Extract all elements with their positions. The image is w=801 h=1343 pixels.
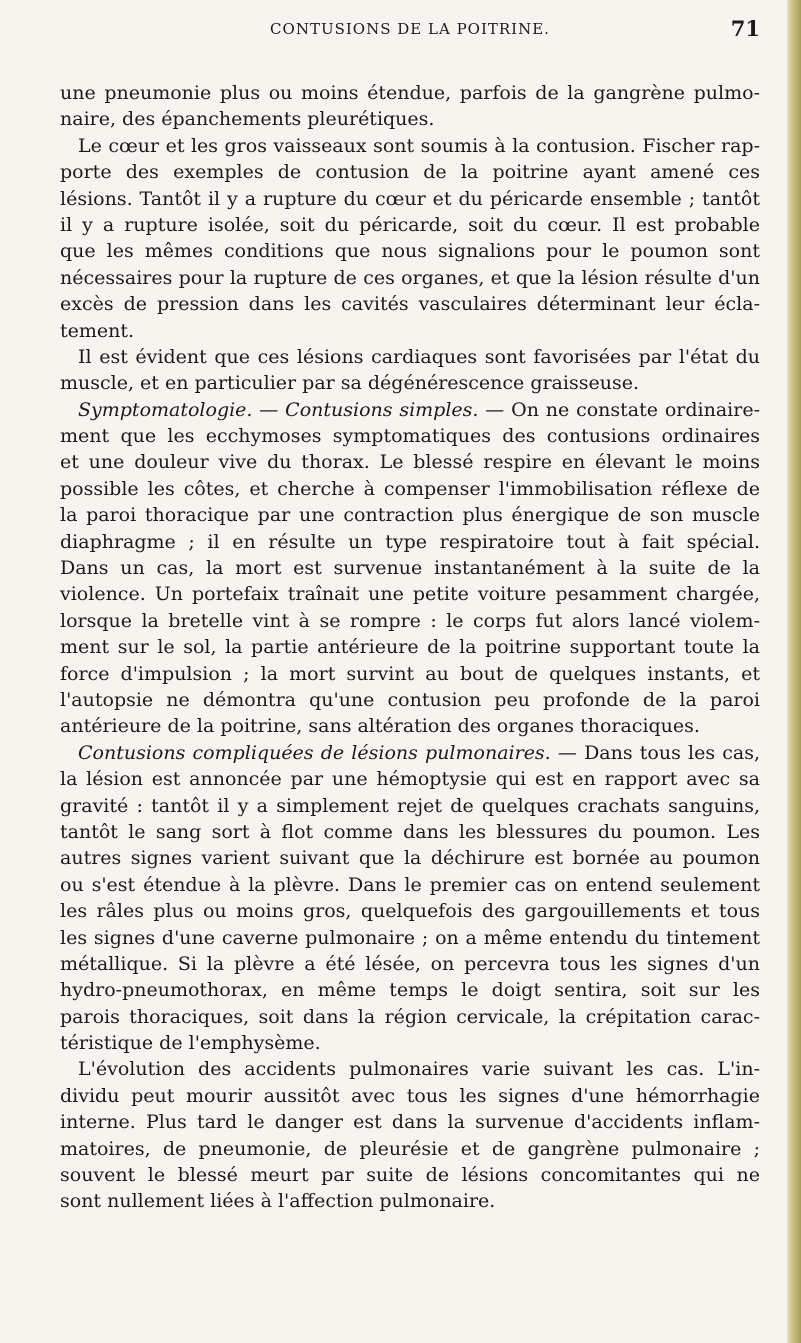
page-header — [60, 14, 760, 44]
text-line: la paroi thoracique par une contraction plus énergique de son muscle — [60, 504, 760, 527]
text-line: il y a rupture isolée, soit du péricarde, soit du cœur. Il est probable — [60, 213, 760, 236]
page-edge-binding — [787, 0, 801, 1343]
text-line: antérieure de la poitrine, sans altération des organes thoraciques. — [60, 715, 700, 738]
text-line: violence. Un portefaix traînait une petite voiture pesamment chargée, — [60, 583, 760, 606]
text-line: possible les côtes, et cherche à compenser l'immobilisation réflexe de — [60, 477, 760, 500]
text-line: métallique. Si la plèvre a été lésée, on percevra tous les signes d'un — [60, 952, 760, 975]
text-line-section-symptomatologie: Symptomatologie. — Contusions simples. — On ne constate ordinaire- — [78, 398, 760, 421]
text-line: force d'impulsion ; la mort survint au bout de quelques instants, et — [60, 662, 760, 685]
running-head: CONTUSIONS DE LA POITRINE. — [270, 20, 550, 38]
text-line: téristique de l'emphysème. — [60, 1032, 321, 1055]
italic-heading: Contusions compliquées de lésions pulmonaires. — [78, 741, 551, 764]
text-line: dividu peut mourir aussitôt avec tous les signes d'une hémorrhagie — [60, 1084, 760, 1107]
text-line: et une douleur vive du thorax. Le blessé respire en élevant le moins — [60, 451, 760, 474]
text-line: l'autopsie ne démontra qu'une contusion peu profonde de la paroi — [60, 688, 760, 711]
text-line: interne. Plus tard le danger est dans la survenue d'accidents inflam- — [60, 1111, 760, 1134]
italic-heading: Contusions simples. — [285, 398, 479, 421]
text-line: la lésion est annoncée par une hémoptysie qui est en rapport avec sa — [60, 768, 760, 791]
italic-heading: Symptomatologie. — [78, 398, 253, 421]
text-line: lésions. Tantôt il y a rupture du cœur et du péricarde ensemble ; tantôt — [60, 187, 760, 210]
text-line: Le cœur et les gros vaisseaux sont soumis à la contusion. Fischer rap- — [78, 134, 760, 157]
text-line: les signes d'une caverne pulmonaire ; on a même entendu du tintement — [60, 926, 760, 949]
text-line: une pneumonie plus ou moins étendue, parfois de la gangrène pulmo- — [60, 82, 760, 104]
text-line: Dans un cas, la mort est survenue instantanément à la suite de la — [60, 557, 760, 580]
text-line: tantôt le sang sort à flot comme dans les blessures du poumon. Les — [60, 820, 760, 843]
text-line: ou s'est étendue à la plèvre. Dans le premier cas on entend seulement — [60, 873, 760, 896]
text-line: diaphragme ; il en résulte un type respiratoire tout à fait spécial. — [60, 530, 760, 553]
text-line: Il est évident que ces lésions cardiaques sont favorisées par l'état du — [78, 345, 760, 368]
text-line: porte des exemples de contusion de la poitrine ayant amené ces — [60, 161, 760, 184]
text-line: parois thoraciques, soit dans la région cervicale, la crépitation carac- — [60, 1005, 760, 1028]
text-line: gravité : tantôt il y a simplement rejet de quelques crachats sanguins, — [60, 794, 760, 817]
text-line: hydro-pneumothorax, en même temps le doigt sentira, soit sur les — [60, 979, 760, 1002]
text-line: autres signes varient suivant que la déchirure est bornée au poumon — [60, 847, 760, 870]
text-line: tement. — [60, 319, 135, 342]
body-text — [60, 80, 760, 1215]
text-line: sont nullement liées à l'affection pulmonaire. — [60, 1190, 496, 1213]
text-line: les râles plus ou moins gros, quelquefois des gargouillements et tous — [60, 900, 760, 923]
text-line: souvent le blessé meurt par suite de lésions concomitantes qui ne — [60, 1164, 760, 1187]
text-line: lorsque la bretelle vint à se rompre : le corps fut alors lancé violem- — [60, 609, 760, 632]
text-line: naire, des épanchements pleurétiques. — [60, 108, 435, 131]
text-line: nécessaires pour la rupture de ces organes, et que la lésion résulte d'un — [60, 266, 760, 289]
text-line: L'évolution des accidents pulmonaires varie suivant les cas. L'in- — [78, 1058, 760, 1081]
text-line: excès de pression dans les cavités vasculaires déterminant leur écla- — [60, 293, 760, 316]
text-line: muscle, et en particulier par sa dégénérescence graisseuse. — [60, 372, 639, 395]
page-number: 71 — [730, 16, 760, 41]
text-line: que les mêmes conditions que nous signalions pour le poumon sont — [60, 240, 760, 263]
text-line: ment sur le sol, la partie antérieure de la poitrine supportant toute la — [60, 636, 760, 659]
text-line: matoires, de pneumonie, de pleurésie et de gangrène pulmonaire ; — [60, 1137, 760, 1160]
text-line: ment que les ecchymoses symptomatiques des contusions ordinaires — [60, 425, 760, 448]
text-line-section-contusions-compliquees: Contusions compliquées de lésions pulmonaires. — Dans tous les cas, — [78, 741, 761, 764]
